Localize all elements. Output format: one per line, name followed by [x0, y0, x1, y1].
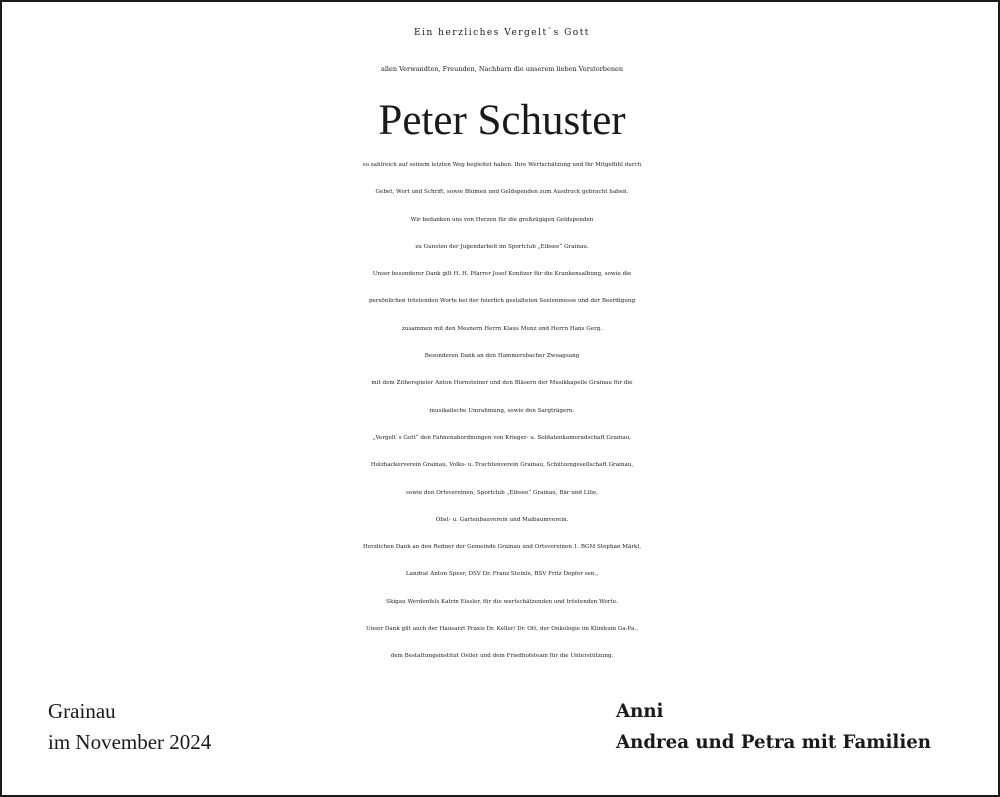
date: im November 2024	[48, 730, 212, 754]
body-line: Unser Dank gilt auch der Hausarzt Praxis Dr. Keller/ Dr. Ott, der Onkologie im Klinikum Ga-Pa.,	[365, 626, 639, 633]
body-line: dem Bestattungsinstitut Ostler und dem Friedhofsteam für die Unterstützung.	[390, 653, 614, 660]
thanks-body	[2, 152, 1000, 671]
signer-family: Andrea und Petra mit Familien	[616, 732, 932, 753]
body-line: so zahlreich auf seinem letzten Weg begleitet haben. Ihre Wertschätzung und Ihr Mitgefühl durch	[362, 162, 642, 168]
place: Grainau	[48, 699, 116, 723]
body-line: Obst- u. Gartenbauverein und Maibaumverein.	[435, 516, 569, 523]
signer-primary: Anni	[616, 701, 664, 722]
body-line: Wir bedanken uns von Herzen für die großzügigen Geldspenden	[410, 216, 594, 223]
body-line: zu Gunsten der Jugendarbeit im Sportclub „Eibsee“ Grainau.	[415, 243, 589, 250]
body-line: Unser besonderer Dank gilt H. H. Pfarrer Josef Konitzer für die Krankensalbung, sowie die	[372, 271, 632, 278]
body-line: persönlichen tröstenden Worte bei der feierlich gestalteten Seelenmesse und der Beerdigung	[368, 298, 636, 305]
heading-thanks: Ein herzliches Vergelt`s Gott	[414, 28, 590, 38]
place-and-date	[48, 696, 211, 758]
body-line: Gebet, Wort und Schrift, sowie Blumen und Geldspenden zum Ausdruck gebracht haben.	[375, 189, 629, 196]
body-line: musikalische Umrahmung, sowie den Sargträgern.	[429, 407, 575, 414]
body-line: Herzlichen Dank an den Redner der Gemeinde Grainau und Ortsvereinen 1. BGM Stephan Märkl,	[362, 544, 641, 551]
body-line: Skigau Werdenfels Katrin Eissler, für die wertschätzenden und tröstenden Worte.	[386, 598, 618, 605]
body-line: „Vergelt`s Gott“ den Fahnenabordnungen von Krieger- u. Soldatenkameradschaft Grainau,	[372, 434, 632, 441]
heading-addressees: allen Verwandten, Freunden, Nachbarn die unserem lieben Verstorbenen	[380, 65, 624, 73]
body-line: zusammen mit den Mesnern Herrn Klaus Munz und Herrn Hans Gerg.	[401, 325, 603, 332]
signatories	[616, 696, 931, 758]
body-line: mit dem Zitherspieler Anton Hornsteiner und den Bläsern der Musikkapelle Grainau für die	[371, 380, 633, 387]
body-line: Landrat Anton Speer, DSV Dr. Franz Steinle, BSV Fritz Dopfer sen.,	[405, 571, 599, 578]
body-line: Holzhackerverein Grainau, Volks- u. Trachtenverein Grainau, Schützengesellschaft Grainau,	[370, 462, 634, 469]
body-line: Besonderen Dank an den Hammersbacher Zwoagsang	[424, 353, 580, 360]
deceased-name: Peter Schuster	[378, 97, 626, 144]
body-line: sowie den Ortsvereinen, Sportclub „Eibsee“ Grainau, Bär und Lilie,	[406, 489, 598, 496]
